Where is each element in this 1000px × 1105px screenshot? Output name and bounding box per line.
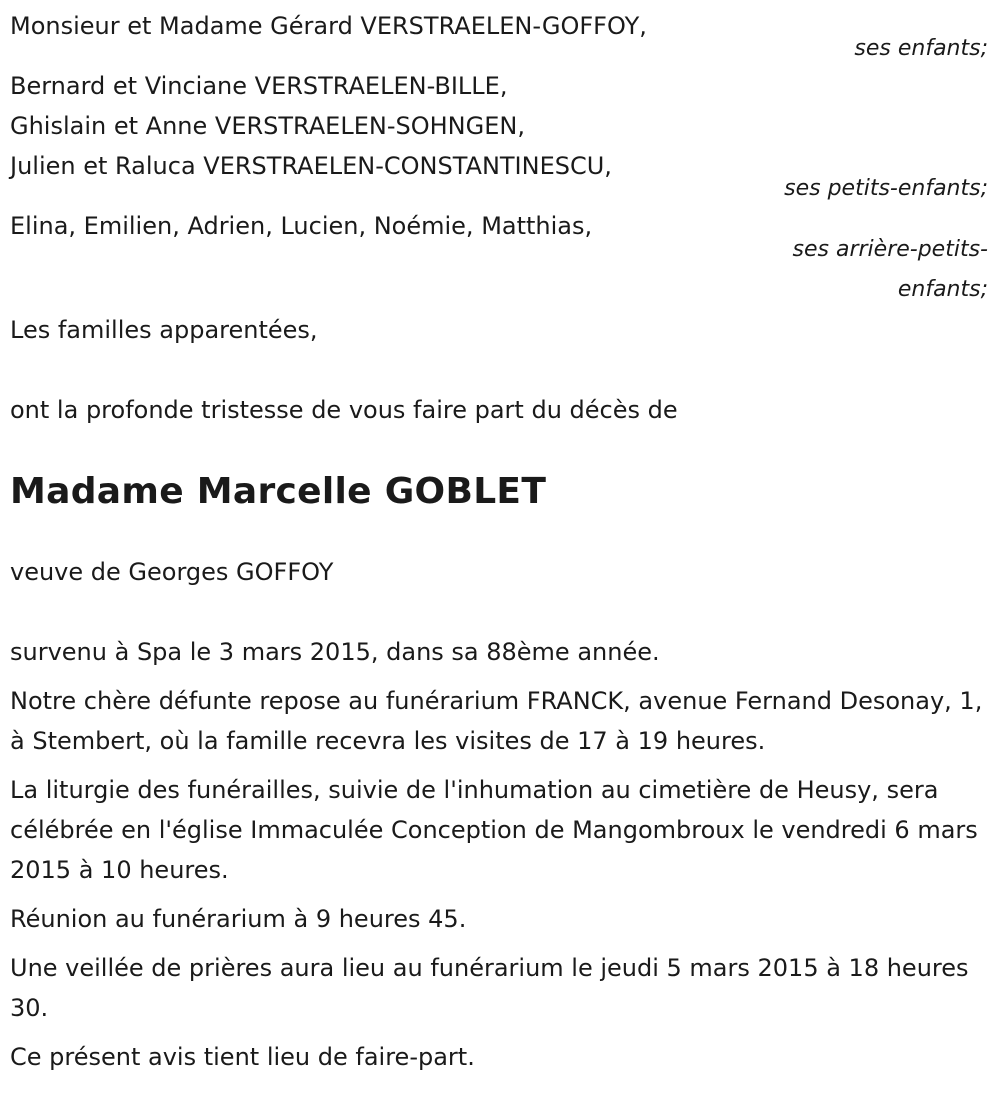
children-names: Monsieur et Madame Gérard VERSTRAELEN-GOFFOY, [10, 12, 647, 40]
children-relation-label: ses enfants; [854, 36, 988, 61]
families-line: Les familles apparentées, [10, 316, 318, 344]
vigil-info-paragraph: Une veillée de prières aura lieu au funérarium le jeudi 5 mars 2015 à 18 heures 30. [10, 954, 969, 1022]
great-grandchildren-names: Elina, Emilien, Adrien, Lucien, Noémie, Matthias, [10, 212, 593, 240]
deceased-name: Madame Marcelle GOBLET [10, 471, 547, 512]
grandchildren-relation-label: ses petits-enfants; [784, 176, 988, 201]
obituary-notice [10, 6, 990, 1077]
great-grandchildren-relation-label-continued: enfants; [897, 277, 988, 302]
grandchildren-line: Ghislain et Anne VERSTRAELEN-SOHNGEN, [10, 112, 525, 140]
widow-of-line: veuve de Georges GOFFOY [10, 558, 334, 586]
death-info-paragraph: survenu à Spa le 3 mars 2015, dans sa 88ème année. [10, 638, 660, 666]
grandchildren-line: Julien et Raluca VERSTRAELEN-CONSTANTINESCU, [10, 152, 612, 180]
announcement-line: ont la profonde tristesse de vous faire part du décès de [10, 396, 678, 424]
closing-line: Ce présent avis tient lieu de faire-part. [10, 1043, 475, 1071]
funerarium-info-paragraph: Notre chère défunte repose au funérarium FRANCK, avenue Fernand Desonay, 1, à Stembert, où la famille recevra les visites de 17 à 19 heures. [10, 687, 983, 755]
meeting-info-paragraph: Réunion au funérarium à 9 heures 45. [10, 905, 467, 933]
grandchildren-line: Bernard et Vinciane VERSTRAELEN-BILLE, [10, 72, 508, 100]
great-grandchildren-relation-label: ses arrière-petits- [792, 237, 988, 262]
grandchildren-list [10, 66, 990, 186]
liturgy-info-paragraph: La liturgie des funérailles, suivie de l'inhumation au cimetière de Heusy, sera célébrée en l'église Immaculée Conception de Mangombroux le vendredi 6 mars 2015 à 10 heures. [10, 776, 978, 884]
